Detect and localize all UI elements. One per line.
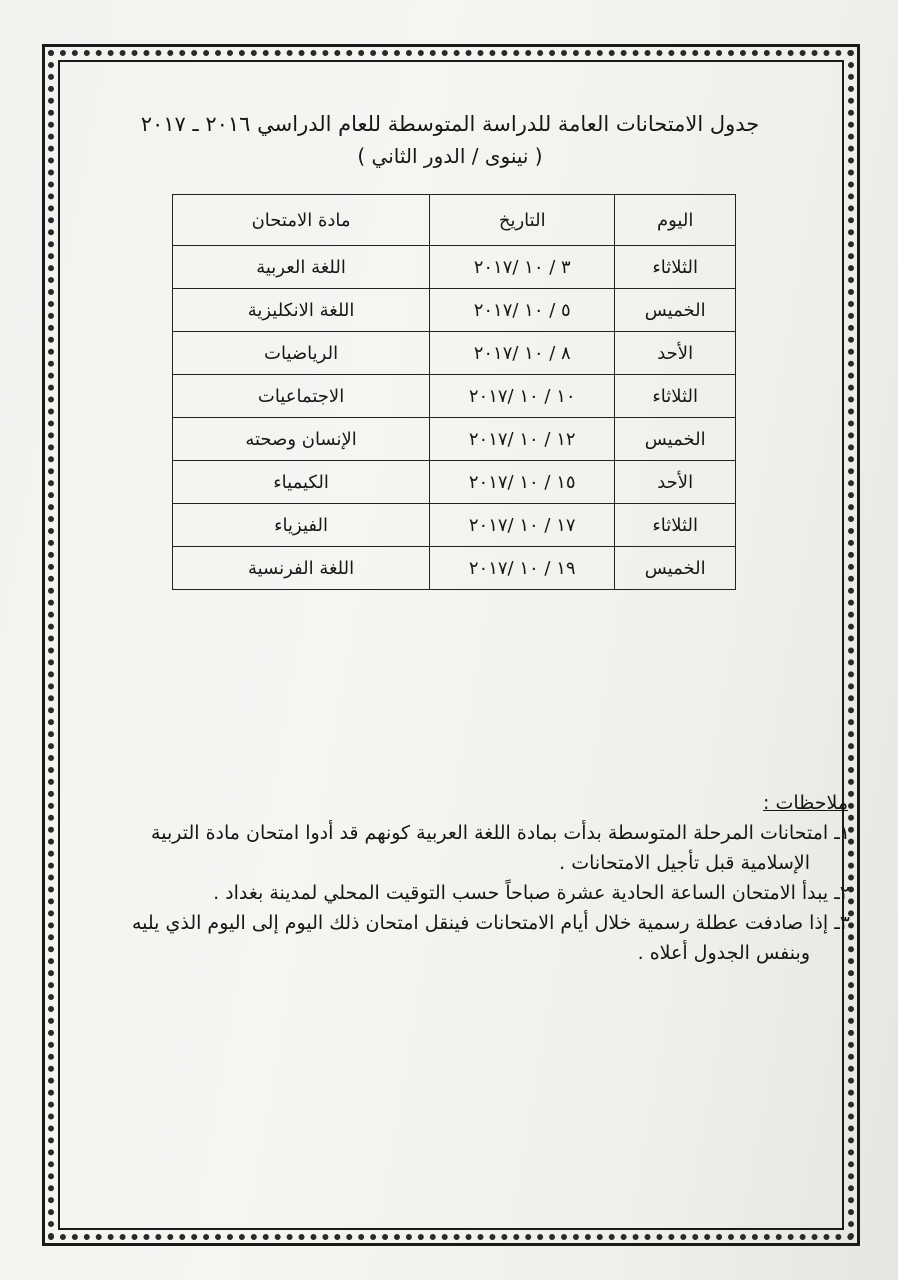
table-row bbox=[173, 504, 736, 547]
cell-date: ١٩ / ١٠ /٢٠١٧ bbox=[430, 547, 615, 590]
note-item: ٣ـ إذا صادفت عطلة رسمية خلال أيام الامتحانات فينقل امتحان ذلك اليوم إلى اليوم الذي يليه وبنفس الجدول أعلاه . bbox=[131, 912, 850, 964]
table-row bbox=[173, 332, 736, 375]
cell-subject: اللغة الفرنسية bbox=[173, 547, 430, 590]
cell-date: ١٠ / ١٠ /٢٠١٧ bbox=[430, 375, 615, 418]
header-date: التاريخ bbox=[430, 195, 615, 246]
table-row bbox=[173, 418, 736, 461]
table-row bbox=[173, 547, 736, 590]
table-row bbox=[173, 289, 736, 332]
document-title: جدول الامتحانات العامة للدراسة المتوسطة للعام الدراسي ٢٠١٦ ـ ٢٠١٧ bbox=[140, 112, 760, 136]
table-row bbox=[173, 375, 736, 418]
cell-subject: الفيزياء bbox=[173, 504, 430, 547]
cell-subject: اللغة العربية bbox=[173, 246, 430, 289]
cell-subject: الإنسان وصحته bbox=[173, 418, 430, 461]
cell-day: الخميس bbox=[615, 418, 736, 461]
cell-day: الثلاثاء bbox=[615, 375, 736, 418]
cell-day: الأحد bbox=[615, 461, 736, 504]
exam-schedule-table bbox=[172, 194, 736, 590]
cell-subject: الرياضيات bbox=[173, 332, 430, 375]
cell-subject: الكيمياء bbox=[173, 461, 430, 504]
cell-day: الأحد bbox=[615, 332, 736, 375]
header-day: اليوم bbox=[615, 195, 736, 246]
document-subtitle: ( نينوى / الدور الثاني ) bbox=[357, 144, 543, 168]
cell-day: الخميس bbox=[615, 547, 736, 590]
table-row bbox=[173, 246, 736, 289]
table-header-row bbox=[173, 195, 736, 246]
cell-subject: اللغة الانكليزية bbox=[173, 289, 430, 332]
cell-subject: الاجتماعيات bbox=[173, 375, 430, 418]
cell-date: ٨ / ١٠ /٢٠١٧ bbox=[430, 332, 615, 375]
note-item: ١ـ امتحانات المرحلة المتوسطة بدأت بمادة اللغة العربية كونهم قد أدوا امتحان مادة التربية الإسلامية قبل تأجيل الامتحانات . bbox=[151, 822, 850, 874]
table-row bbox=[173, 461, 736, 504]
cell-day: الثلاثاء bbox=[615, 246, 736, 289]
header-subject: مادة الامتحان bbox=[173, 195, 430, 246]
cell-date: ٣ / ١٠ /٢٠١٧ bbox=[430, 246, 615, 289]
note-item: ٢ـ يبدأ الامتحان الساعة الحادية عشرة صباحاً حسب التوقيت المحلي لمدينة بغداد . bbox=[213, 882, 850, 904]
notes-heading: ملاحظات : bbox=[763, 792, 848, 814]
cell-date: ١٥ / ١٠ /٢٠١٧ bbox=[430, 461, 615, 504]
cell-day: الخميس bbox=[615, 289, 736, 332]
cell-date: ٥ / ١٠ /٢٠١٧ bbox=[430, 289, 615, 332]
cell-date: ١٢ / ١٠ /٢٠١٧ bbox=[430, 418, 615, 461]
notes-section bbox=[110, 788, 850, 968]
cell-day: الثلاثاء bbox=[615, 504, 736, 547]
cell-date: ١٧ / ١٠ /٢٠١٧ bbox=[430, 504, 615, 547]
